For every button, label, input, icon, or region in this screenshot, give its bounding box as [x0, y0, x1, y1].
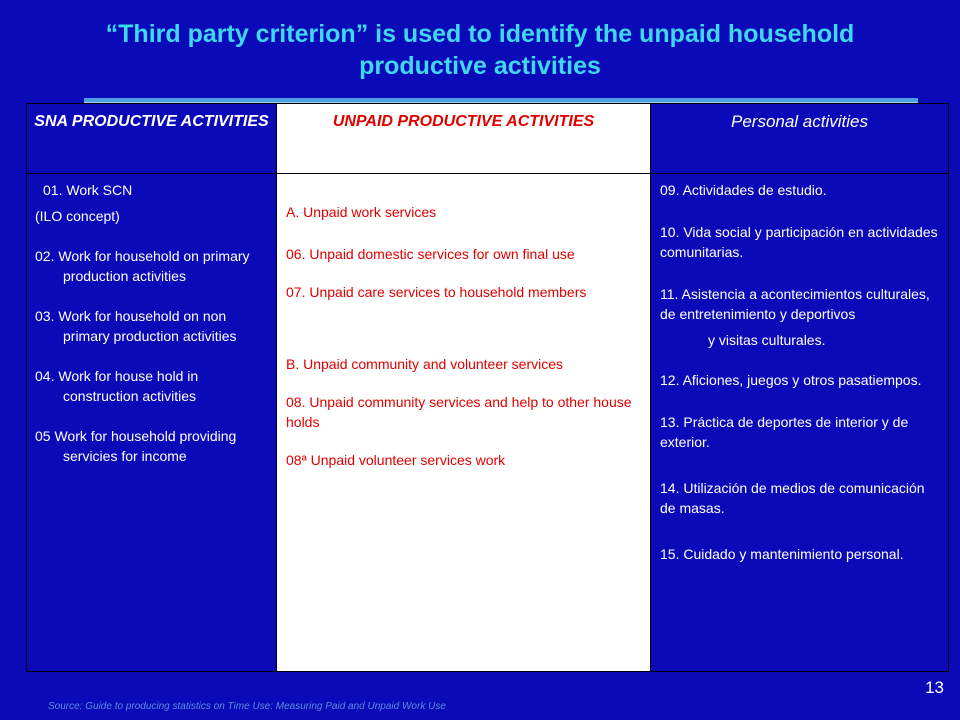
list-item: 06. Unpaid domestic services for own final use [286, 246, 575, 262]
slide-title-line-2: productive activities [359, 52, 601, 80]
activities-table [26, 103, 949, 672]
list-item: 13. Práctica de deportes de interior y de exterior. [660, 414, 909, 450]
header-personal-activities: Personal activities [651, 104, 949, 174]
list-item: 05 Work for household providing servicies for income [35, 428, 237, 464]
list-item: 01. Work SCN [43, 182, 133, 198]
header-sna-productive-activities: SNA PRODUCTIVE ACTIVITIES [27, 104, 277, 174]
source-note: Source: Guide to producing statistics on Time Use: Measuring Paid and Unpaid Work Use [48, 701, 446, 712]
list-item: 02. Work for household on primary production activities [35, 248, 250, 284]
list-item: 10. Vida social y participación en actividades comunitarias. [660, 224, 938, 260]
list-item: 08ª Unpaid volunteer services work [286, 452, 506, 468]
list-item: 11. Asistencia a acontecimientos culturales, de entretenimiento y deportivos [660, 286, 930, 322]
list-item: (ILO concept) [35, 208, 120, 224]
list-item: 04. Work for house hold in construction activities [35, 368, 199, 404]
list-item: 14. Utilización de medios de comunicación de masas. [660, 480, 925, 516]
list-item: 09. Actividades de estudio. [660, 182, 827, 198]
list-item: 08. Unpaid community services and help to other house holds [286, 394, 632, 430]
list-item: 07. Unpaid care services to household members [286, 284, 587, 300]
slide-title-line-1: “Third party criterion” is used to identify the unpaid household [105, 20, 855, 48]
list-item: y visitas culturales. [708, 332, 826, 348]
list-item: B. Unpaid community and volunteer services [286, 356, 564, 372]
personal-activities-cell [651, 174, 949, 672]
header-unpaid-productive-activities: UNPAID PRODUCTIVE ACTIVITIES [277, 104, 651, 174]
unpaid-activities-cell [277, 174, 651, 672]
slide-title [40, 18, 920, 82]
list-item: 03. Work for household on non primary production activities [35, 308, 237, 344]
list-item: 15. Cuidado y mantenimiento personal. [660, 546, 904, 562]
table-header-row [27, 104, 949, 174]
sna-activities-cell [27, 174, 277, 672]
table-body-row [27, 174, 949, 672]
list-item: 12. Aficiones, juegos y otros pasatiempos. [660, 372, 922, 388]
page-number: 13 [925, 678, 944, 697]
list-item: A. Unpaid work services [286, 204, 437, 220]
